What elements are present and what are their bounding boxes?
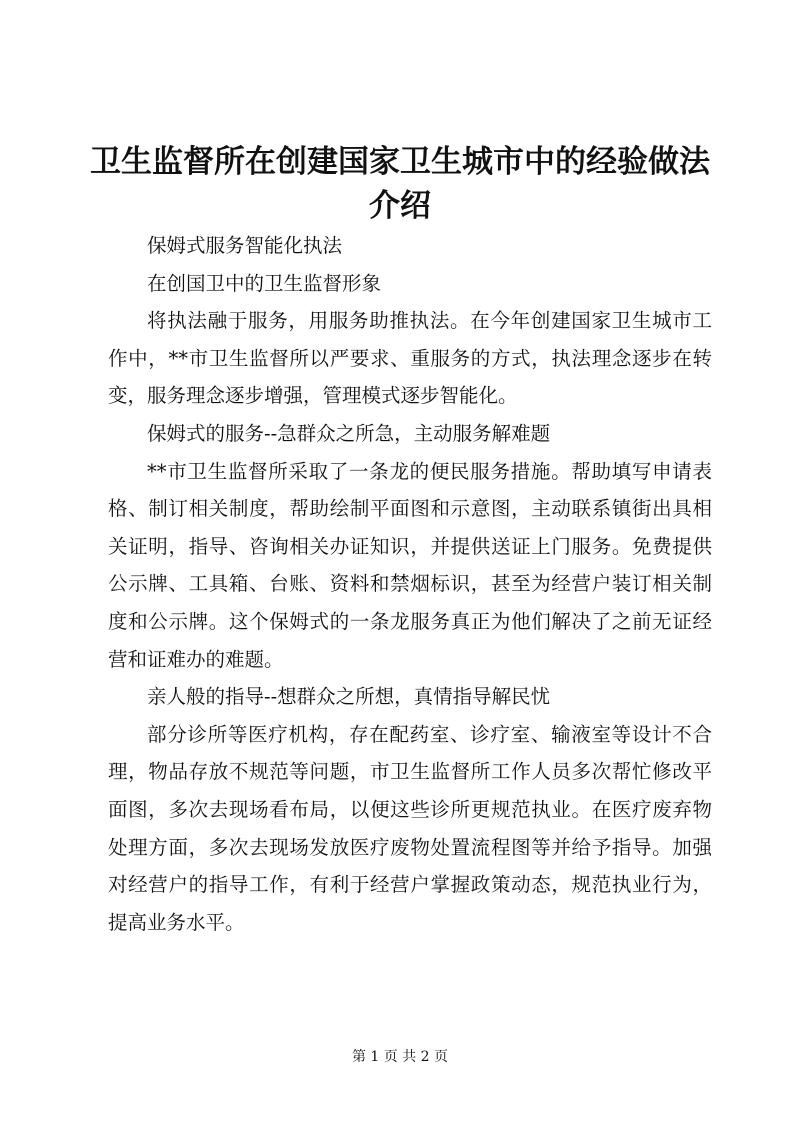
title-line-1: 卫生监督所在创建国家卫生城市中的经验做法 bbox=[90, 144, 710, 180]
section-heading: 亲人般的指导--想群众之所想，真情指导解民忧 bbox=[147, 685, 551, 709]
document-body bbox=[108, 227, 712, 941]
body-paragraph: 将执法融于服务，用服务助推执法。在今年创建国家卫生城市工作中，**市卫生监督所以严要求、重服务的方式，执法理念逐步在转变，服务理念逐步增强，管理模式逐步智能化。 bbox=[108, 309, 712, 408]
subtitle-paragraph: 保姆式服务智能化执法 bbox=[147, 234, 343, 257]
section-heading: 保姆式的服务--急群众之所急，主动服务解难题 bbox=[147, 421, 551, 445]
subtitle-paragraph: 在创国卫中的卫生监督形象 bbox=[147, 271, 382, 295]
body-paragraph: 部分诊所等医疗机构，存在配药室、诊疗室、输液室等设计不合理，物品存放不规范等问题，市卫生监督所工作人员多次帮忙修改平面图，多次去现场看布局，以便这些诊所更规范执业。在医疗废弃物处理方面，多次去现场发放医疗废物处置流程图等并给予指导。加强对经营户的指导工作，有利于经营户掌握政策动态，规范执业行为，提高业务水平。 bbox=[108, 722, 712, 934]
page-number-footer: 第 1 页 共 2 页 bbox=[351, 1049, 449, 1065]
title-line-2: 介绍 bbox=[369, 188, 431, 224]
body-paragraph: **市卫生监督所采取了一条龙的便民服务措施。帮助填写申请表格、制订相关制度，帮助绘制平面图和示意图，主动联系镇街出具相关证明，指导、咨询相关办证知识，并提供送证上门服务。免费提供公示牌、工具箱、台账、资料和禁烟标识，甚至为经营户装订相关制度和公示牌。这个保姆式的一条龙服务真正为他们解决了之前无证经营和证难办的难题。 bbox=[108, 459, 712, 671]
document-title bbox=[90, 140, 710, 228]
